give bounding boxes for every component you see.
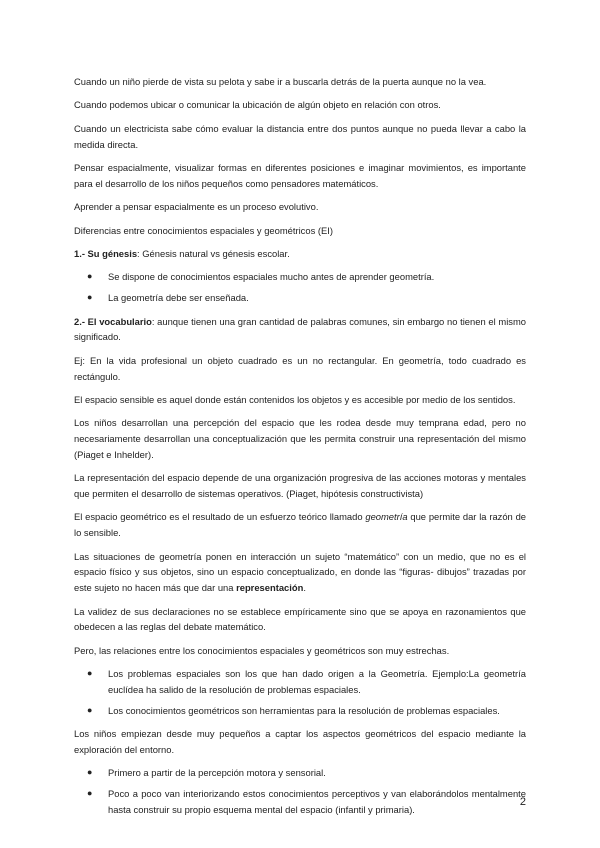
- paragraph-espacio-sensible: El espacio sensible es aquel donde están contenidos los objetos y es accesible por medio de los sentidos.: [74, 393, 516, 405]
- list-item: [74, 269, 526, 285]
- list-item-text: La geometría debe ser enseñada.: [108, 292, 249, 304]
- paragraph-relaciones: Pero, las relaciones entre los conocimientos espaciales y geométricos son muy estrechas.: [74, 644, 450, 656]
- paragraph-pensar-espacialmente: Pensar espacialmente, visualizar formas en diferentes posiciones e imaginar movimientos, es importante para el desarrollo de los niños pequeños como pensadores matemáticos.: [74, 161, 526, 189]
- text-segment: El espacio geométrico es el resultado de un esfuerzo teórico llamado: [74, 511, 366, 523]
- bullet-icon: ●: [87, 767, 93, 778]
- paragraph-ejemplo: Ej: En la vida profesional un objeto cuadrado es un no rectangular. En geometría, todo cuadrado es rectángulo.: [74, 354, 526, 382]
- paragraph-genesis: [74, 246, 526, 262]
- paragraph-electricista: Cuando un electricista sabe cómo evaluar la distancia entre dos puntos aunque no pueda llevar a cabo la medida directa.: [74, 122, 526, 150]
- bullet-icon: ●: [87, 668, 93, 679]
- paragraph-exploracion: Los niños empiezan desde muy pequeños a captar los aspectos geométricos del espacio mediante la exploración del entorno.: [74, 728, 526, 755]
- paragraph-proceso-evolutivo: Aprender a pensar espacialmente es un proceso evolutivo.: [74, 201, 319, 213]
- vocabulario-heading: 2.- El vocabulario: [74, 315, 152, 327]
- bullet-icon: ●: [87, 788, 93, 799]
- genesis-text: : Génesis natural vs génesis escolar.: [137, 247, 290, 259]
- vocabulario-text: : aunque tienen una gran cantidad de palabras comunes, sin embargo no tienen el mismo significado.: [74, 315, 526, 343]
- list-item: [74, 666, 526, 698]
- bullet-icon: ●: [87, 292, 93, 303]
- paragraph-validez: La validez de sus declaraciones no se establece empíricamente sino que se apoya en razonamientos que obedecen a las reglas del debate matemático.: [74, 605, 526, 633]
- list-item: [74, 703, 526, 719]
- text-segment: que permite dar la razón de lo sensible.: [74, 511, 526, 539]
- paragraph-representacion: La representación del espacio depende de una organización progresiva de las acciones motoras y mentales que permiten el desarrollo de sistemas operativos. (Piaget, hipótesis constructivista): [74, 472, 526, 500]
- paragraph-situaciones: [74, 549, 526, 596]
- emphasis-geometria: geometría: [365, 511, 408, 523]
- list-item-text: Se dispone de conocimientos espaciales mucho antes de aprender geometría.: [108, 271, 435, 283]
- paragraph-diferencias: Diferencias entre conocimientos espaciales y geométricos (EI): [74, 224, 333, 236]
- page-number: 2: [519, 796, 526, 808]
- bullet-icon: ●: [87, 271, 93, 282]
- paragraph-percepcion: Los niños desarrollan una percepción del espacio que les rodea desde muy temprana edad, pero no necesariamente desarrollan una conceptualización que les permita construir una representación del mismo (Piaget e Inhelder).: [74, 417, 526, 460]
- genesis-heading: 1.- Su génesis: [74, 247, 138, 259]
- bullet-icon: ●: [87, 704, 93, 715]
- relaciones-list: [74, 666, 526, 718]
- list-item-text: Poco a poco van interiorizando estos conocimientos perceptivos y van elaborándolos mentalmente hasta construir su propio esquema mental del espacio (infantil y primaria).: [108, 788, 526, 815]
- paragraph-espacio-geometrico: [74, 509, 526, 541]
- paragraph-vocabulario: [74, 314, 526, 346]
- text-segment: Las situaciones de geometría ponen en interacción un sujeto “matemático” con un medio, que no es el espacio físico y sus objetos, sino un espacio conceptualizado, en donde las “figuras- dibujos” trazadas por este sujeto no hacen más que dar una: [74, 550, 526, 594]
- exploracion-list: [74, 765, 526, 817]
- list-item-text: Primero a partir de la percepción motora y sensorial.: [108, 767, 326, 779]
- document-page: [74, 74, 526, 825]
- paragraph-pelota: Cuando un niño pierde de vista su pelota y sabe ir a buscarla detrás de la puerta aunque no la vea.: [74, 76, 487, 87]
- list-item-text: Los conocimientos geométricos son herramientas para la resolución de problemas espaciales.: [108, 704, 500, 716]
- genesis-list: [74, 269, 526, 306]
- list-item-text: Los problemas espaciales son los que han dado origen a la Geometría. Ejemplo:La geometría euclídea ha salido de la resolución de problemas espaciales.: [108, 668, 526, 695]
- list-item: [74, 765, 526, 781]
- bold-representacion: representación: [236, 582, 304, 594]
- list-item: [74, 786, 526, 818]
- list-item: [74, 290, 526, 306]
- text-segment: .: [303, 582, 306, 594]
- paragraph-ubicar: Cuando podemos ubicar o comunicar la ubicación de algún objeto en relación con otros.: [74, 99, 441, 111]
